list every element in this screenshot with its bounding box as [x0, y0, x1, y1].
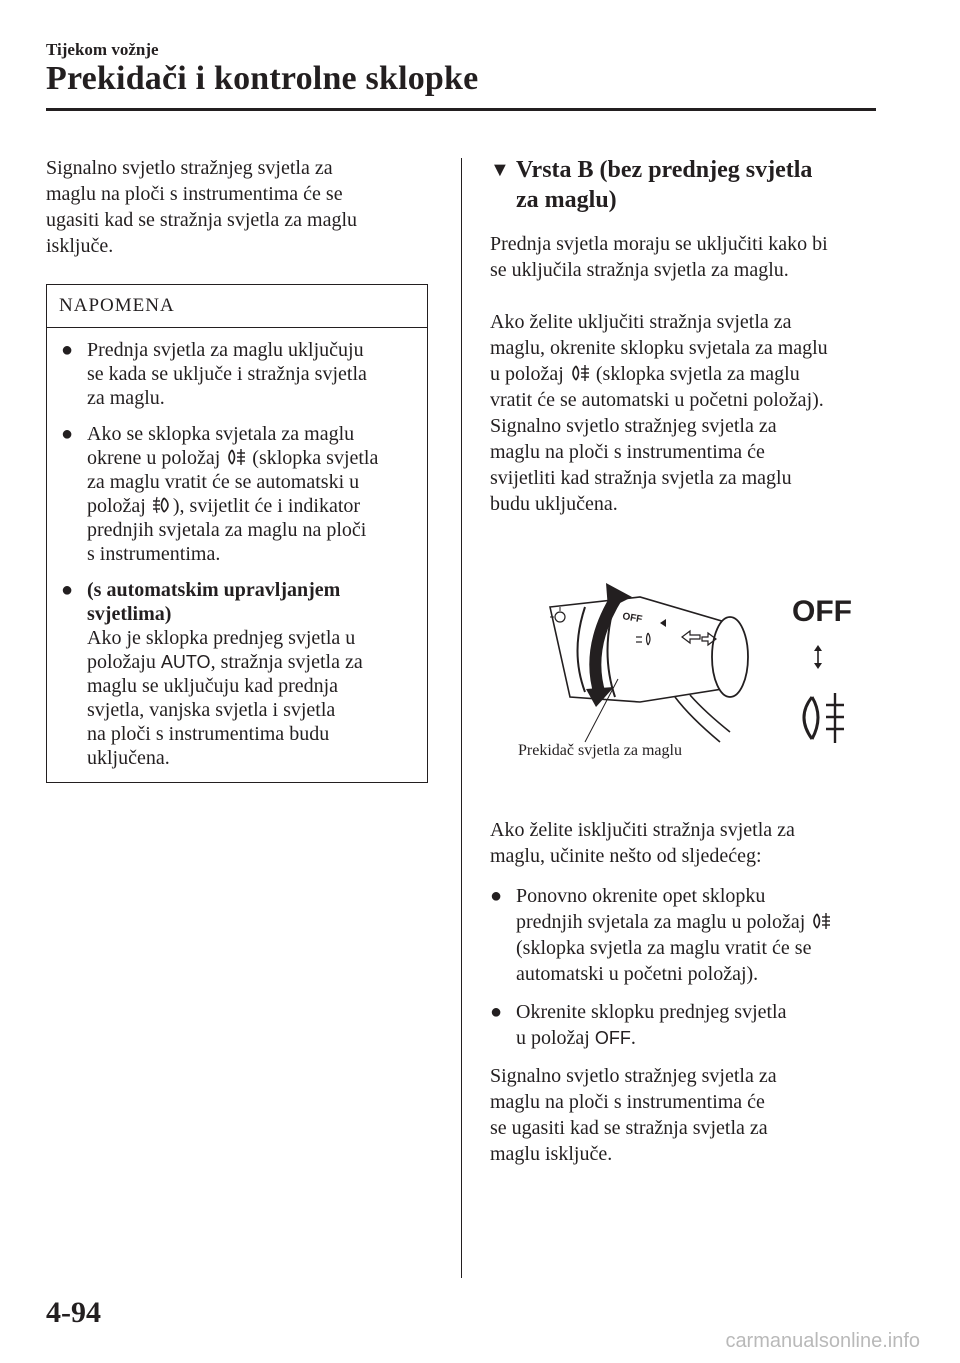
note-bullet-2: [61, 422, 413, 566]
paragraph-2-part-a: Ako želite uključiti stražnja svjetla za maglu, okrenite sklopku svjetala za maglu u položaj: [490, 311, 828, 385]
paragraph-2: [490, 309, 880, 517]
note-bullet-2-part-a: Ako se sklopka svjetala za maglu okrene u položaj: [87, 423, 355, 469]
right-bullet-2-part-b: .: [630, 1027, 636, 1049]
bullet-dot: ●: [61, 579, 74, 601]
right-bullet-2-text: [516, 999, 787, 1051]
note-bullet-3: [61, 578, 413, 770]
section-label: Tijekom vožnje: [46, 40, 159, 59]
right-bullet-1-part-a: Ponovno okrenite opet sklopku prednjih svjetala za maglu u položaj: [516, 885, 806, 933]
bullet-dot: ●: [61, 339, 74, 361]
note-bullet-3-part-a: Ako je sklopka prednjeg svjetla u položaju: [87, 627, 356, 673]
page-number: 4-94: [46, 1296, 101, 1329]
paragraph-2-part-b: (sklopka svjetla za maglu vratit će se automatski u početni položaj). Signalno svjetlo stražnjeg svjetla za maglu na ploči s instrumentima će svijetliti kad stražnja svjetla za maglu budu uključena.: [490, 363, 824, 515]
paragraph-4: Signalno svjetlo stražnjeg svjetla za maglu na ploči s instrumentima će se ugasiti kad se stražnja svjetla za maglu isključe.: [490, 1065, 777, 1165]
subheading: [490, 155, 880, 215]
intro-paragraph: Signalno svjetlo stražnjeg svjetla za maglu na ploči s instrumentima će se ugasiti kad se stražnja svjetla za maglu isključe.: [46, 157, 358, 257]
chapter-title: Prekidači i kontrolne sklopke: [46, 60, 479, 97]
bullet-dot: ●: [490, 885, 503, 907]
note-body: [47, 328, 427, 782]
right-bullet-2: [490, 999, 880, 1051]
right-bullet-1-text: [516, 883, 832, 987]
rear-fog-light-icon: [810, 912, 832, 930]
triangle-marker-icon: ▼: [490, 159, 510, 181]
note-bullet-1-text: Prednja svjetla za maglu uključuju se kada se uključe i stražnja svjetla za maglu.: [87, 339, 367, 409]
watermark: carmanualsonline.info: [725, 1330, 920, 1352]
rear-fog-light-icon: [225, 448, 247, 466]
paragraph-3: Ako želite isključiti stražnja svjetla za maglu, učinite nešto od sljedećeg:: [490, 819, 795, 867]
note-bullet-1: [61, 338, 413, 410]
rear-fog-light-icon: [569, 364, 591, 382]
figure-caption: Prekidač svjetla za maglu: [518, 742, 682, 759]
header-rule: [46, 108, 876, 111]
paragraph-1: Prednja svjetla moraju se uključiti kako bi se uključila stražnja svjetla za maglu.: [490, 233, 828, 281]
note-bullet-3-text: [87, 578, 363, 770]
note-bullet-2-part-c: ), svijetlit će i indikator prednjih svjetala za maglu na ploči s instrumentima.: [87, 495, 367, 565]
note-box: [46, 284, 428, 783]
note-bullet-3-heading: (s automatskim upravljanjem svjetlima): [87, 579, 341, 625]
right-bullet-1-part-b: (sklopka svjetla za maglu vratit će se automatski u početni položaj).: [516, 937, 812, 985]
stalk-off-label: OFF: [621, 611, 644, 626]
subheading-text: Vrsta B (bez prednjeg svjetla za maglu): [516, 157, 813, 213]
right-bullet-2-part-a: Okrenite sklopku prednjeg svjetla u položaj: [516, 1001, 787, 1049]
front-fog-light-icon: [151, 496, 173, 514]
figure-off-label: OFF: [792, 595, 852, 628]
right-bullet-1: [490, 883, 880, 987]
note-bullet-3-part-b: , stražnja svjetla za maglu se uključuju kad prednja svjetla, vanjska svjetla i svjetla na ploči s instrumentima budu uključena.: [87, 651, 363, 769]
left-column: [46, 155, 430, 783]
column-divider: [461, 158, 462, 1278]
right-column: [490, 155, 880, 1167]
note-heading: NAPOMENA: [47, 285, 427, 328]
auto-label: AUTO: [160, 652, 211, 672]
note-bullet-2-part-b: (sklopka svjetla za maglu vratit će se automatski u položaj: [87, 447, 379, 517]
note-bullet-2-text: [87, 422, 378, 566]
off-label: OFF: [594, 1028, 631, 1048]
bullet-dot: ●: [61, 423, 74, 445]
bullet-dot: ●: [490, 1001, 503, 1023]
fog-switch-figure: [490, 567, 880, 767]
